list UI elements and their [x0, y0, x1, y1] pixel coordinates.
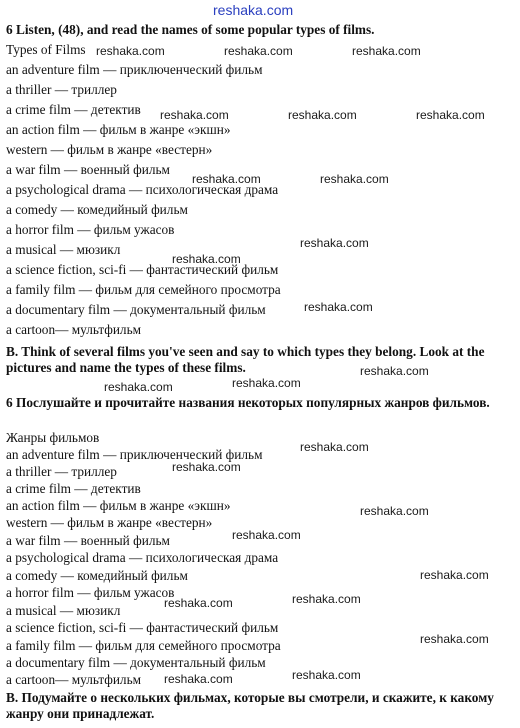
watermark: reshaka.com	[288, 108, 357, 122]
watermark: reshaka.com	[304, 300, 373, 314]
list-item: an adventure film — приключенческий фильм	[6, 62, 263, 77]
list-item: western — фильм в жанре «вестерн»	[6, 142, 213, 157]
english-heading: 6 Listen, (48), and read the names of some popular types of films.	[6, 22, 375, 37]
list-item: a science fiction, sci-fi — фантастический фильм	[6, 620, 279, 635]
watermark: reshaka.com	[172, 252, 241, 266]
watermark: reshaka.com	[292, 592, 361, 606]
watermark: reshaka.com	[232, 376, 301, 390]
russian-task-b: B. Подумайте о нескольких фильмах, которые вы смотрели, и скажите, к какому жанру они принадлежат.	[6, 690, 494, 721]
list-item: a documentary film — документальный фильм	[6, 655, 266, 670]
list-item: a psychological drama — психологическая драма	[6, 182, 279, 197]
watermark: reshaka.com	[232, 528, 301, 542]
list-item: an action film — фильм в жанре «экшн»	[6, 498, 231, 513]
list-item: a comedy — комедийный фильм	[6, 202, 188, 217]
watermark: reshaka.com	[420, 632, 489, 646]
list-item: a thriller — триллер	[6, 82, 117, 97]
watermark: reshaka.com	[164, 596, 233, 610]
list-item: a science fiction, sci-fi — фантастический фильм	[6, 262, 279, 277]
list-item: a family film — фильм для семейного просмотра	[6, 282, 281, 297]
list-item: an action film — фильм в жанре «экшн»	[6, 122, 231, 137]
list-item: a war film — военный фильм	[6, 162, 170, 177]
list-item: western — фильм в жанре «вестерн»	[6, 515, 213, 530]
watermark: reshaka.com	[292, 668, 361, 682]
watermark: reshaka.com	[320, 172, 389, 186]
watermark: reshaka.com	[224, 44, 293, 58]
list-item: a crime film — детектив	[6, 481, 141, 496]
site-logo[interactable]: reshaka.com	[213, 2, 294, 18]
list-item: a comedy — комедийный фильм	[6, 568, 188, 583]
list-item: a war film — военный фильм	[6, 533, 170, 548]
list-item: a crime film — детектив	[6, 102, 141, 117]
list-item: a musical — мюзикл	[6, 242, 121, 257]
watermark: reshaka.com	[360, 364, 429, 378]
list-item: a psychological drama — психологическая драма	[6, 550, 279, 565]
list-item: a thriller — триллер	[6, 464, 117, 479]
watermark: reshaka.com	[300, 236, 369, 250]
list-item: a family film — фильм для семейного просмотра	[6, 638, 281, 653]
list-item: a musical — мюзикл	[6, 603, 121, 618]
watermark: reshaka.com	[192, 172, 261, 186]
watermark: reshaka.com	[104, 380, 173, 394]
list-item: a cartoon— мультфильм	[6, 322, 142, 337]
list-item: an adventure film — приключенческий фильм	[6, 447, 263, 462]
watermark: reshaka.com	[360, 504, 429, 518]
watermark: reshaka.com	[300, 440, 369, 454]
watermark: reshaka.com	[352, 44, 421, 58]
list-item: a horror film — фильм ужасов	[6, 585, 175, 600]
watermark: reshaka.com	[172, 460, 241, 474]
watermark: reshaka.com	[416, 108, 485, 122]
russian-heading: 6 Послушайте и прочитайте названия некоторых популярных жанров фильмов.	[6, 395, 490, 410]
list-item: a cartoon— мультфильм	[6, 672, 142, 687]
english-task-b: B. Think of several films you've seen and say to which types they belong. Look at the pictures and name the types of these films.	[6, 344, 485, 375]
watermark: reshaka.com	[160, 108, 229, 122]
list-item: a horror film — фильм ужасов	[6, 222, 175, 237]
watermark: reshaka.com	[96, 44, 165, 58]
list-item: a documentary film — документальный фильм	[6, 302, 266, 317]
watermark: reshaka.com	[164, 672, 233, 686]
russian-subheading: Жанры фильмов	[6, 430, 100, 445]
watermark: reshaka.com	[420, 568, 489, 582]
english-subheading: Types of Films	[6, 42, 86, 57]
